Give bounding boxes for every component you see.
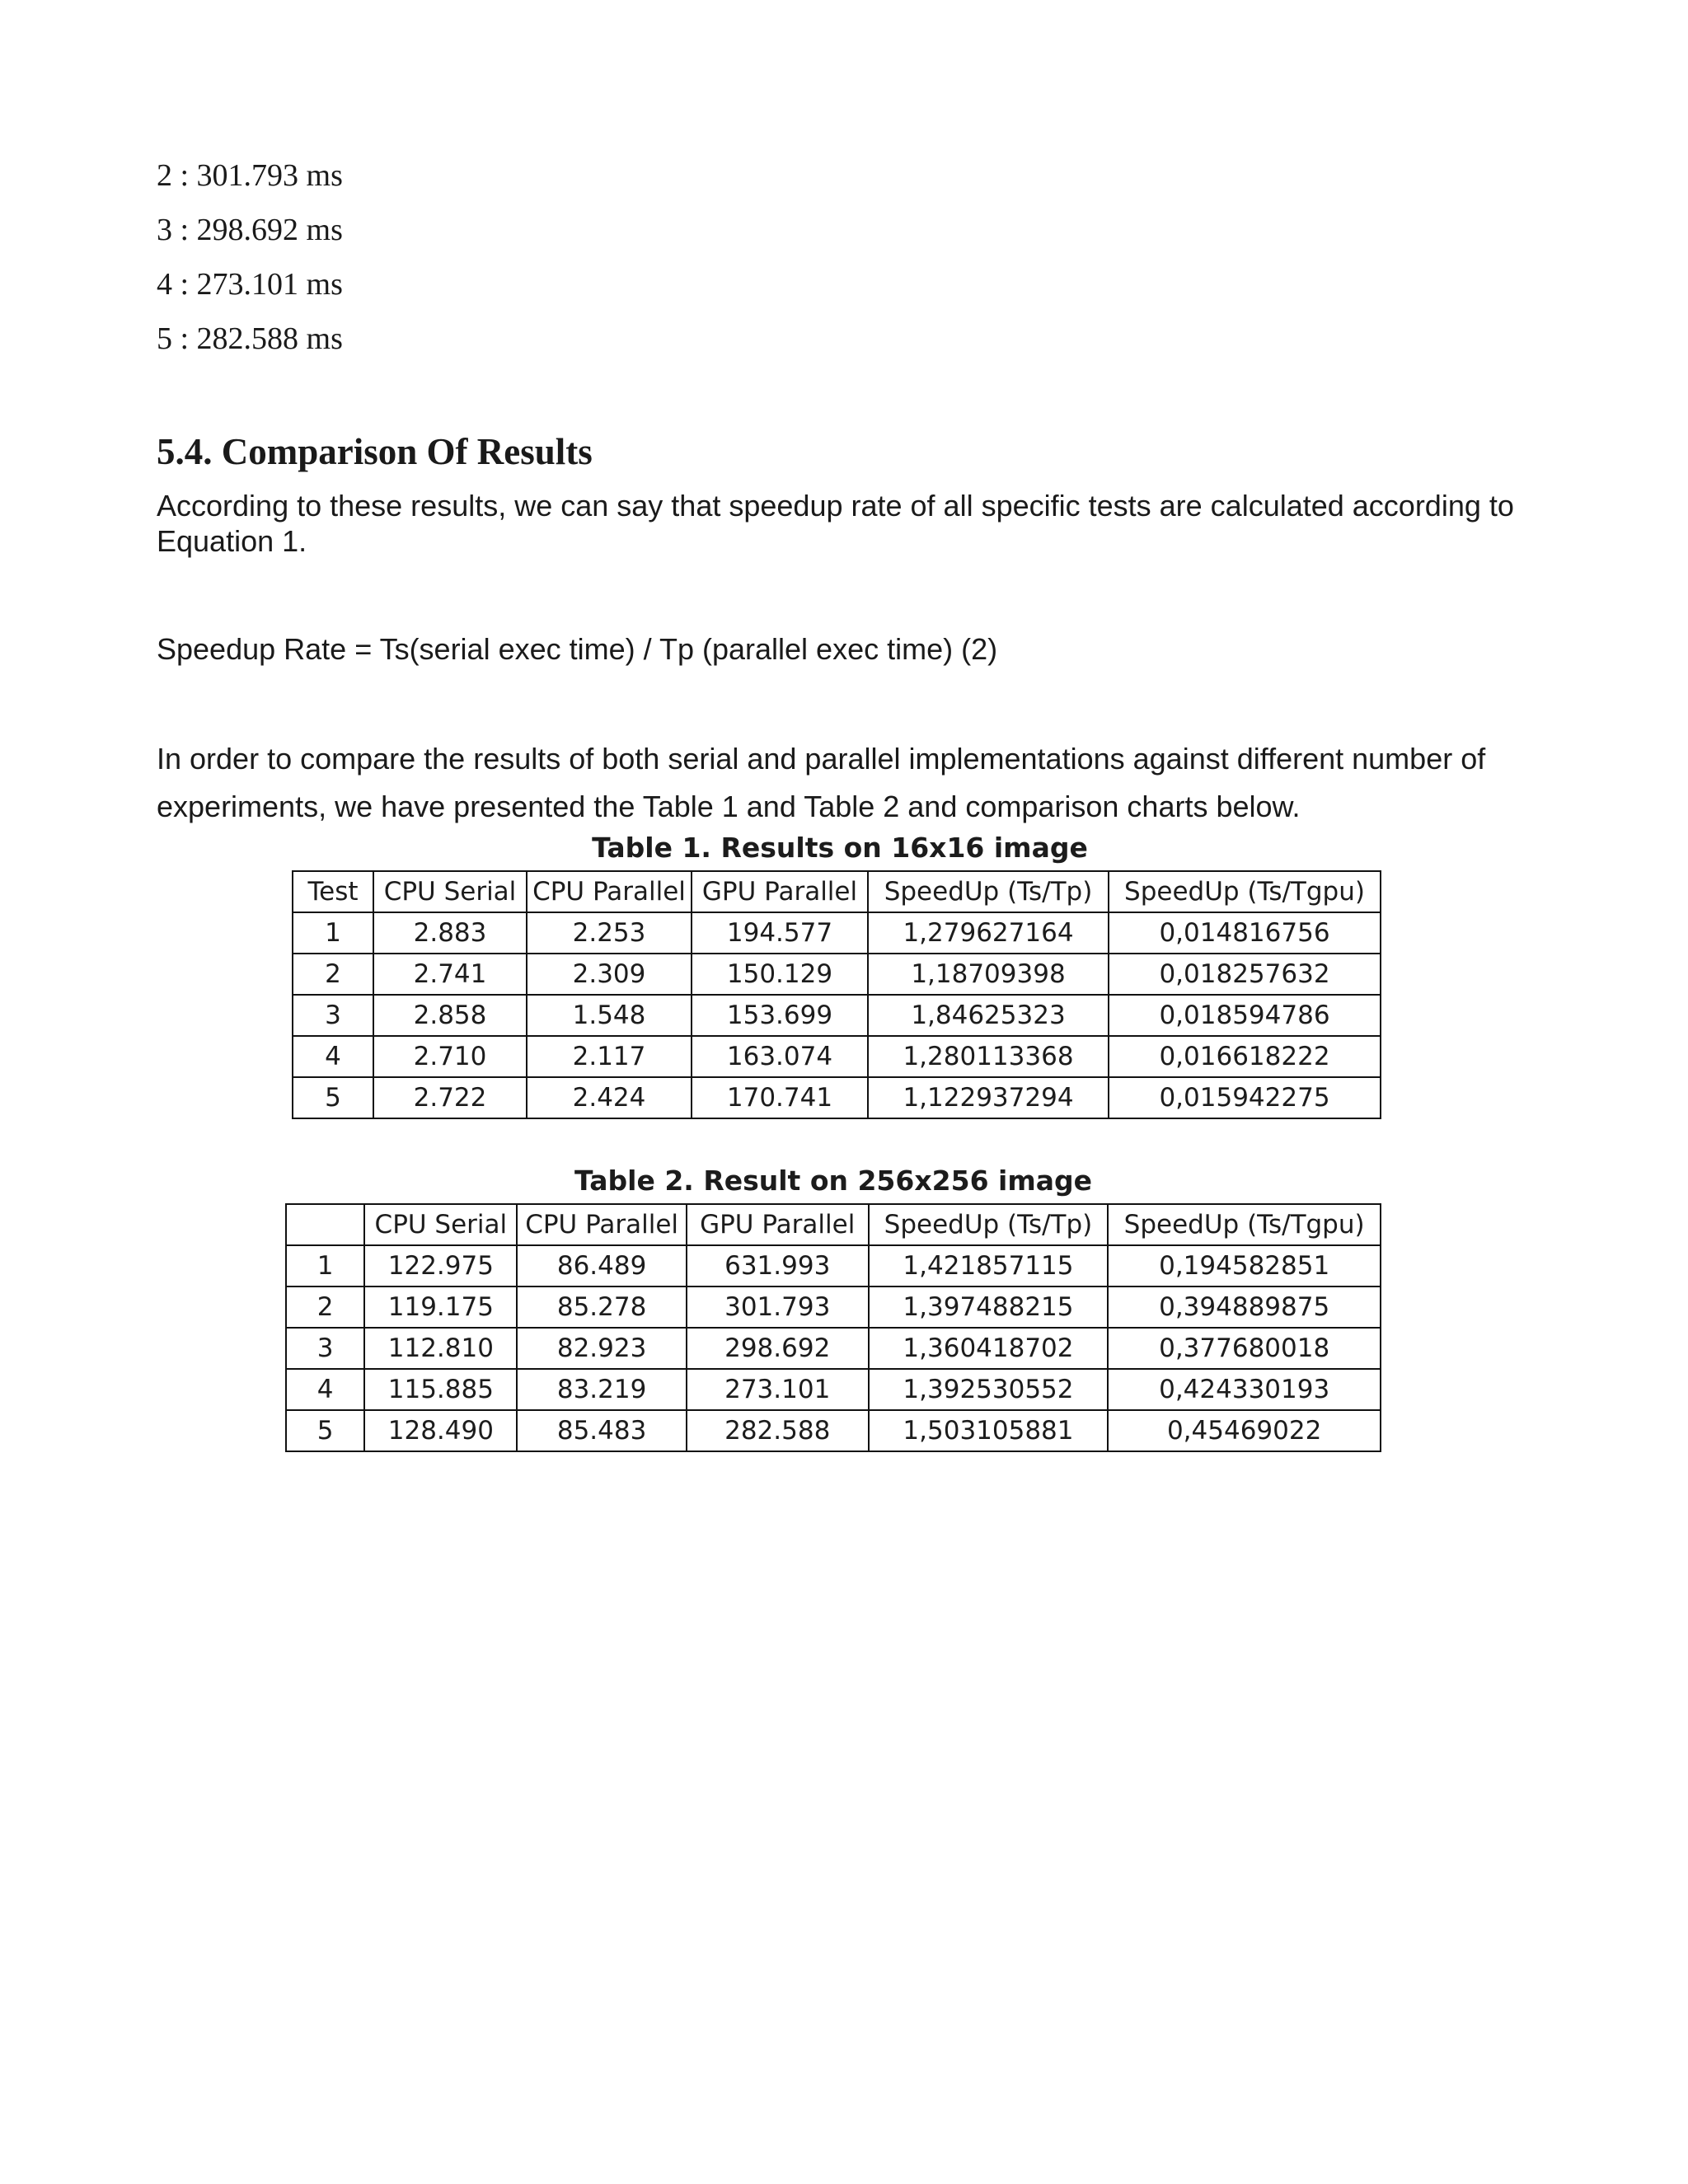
table-cell: 170.741	[692, 1077, 868, 1118]
table-cell: 1,360418702	[869, 1328, 1109, 1369]
table-cell: 0,45469022	[1108, 1410, 1381, 1451]
table-cell: 122.975	[364, 1245, 517, 1286]
table-cell: 3	[293, 995, 373, 1036]
table-cell: 1,84625323	[868, 995, 1109, 1036]
timing-line: 4 : 273.101 ms	[157, 267, 343, 302]
table-1-header-cell: SpeedUp (Ts/Tgpu)	[1109, 871, 1381, 912]
timing-list	[157, 155, 343, 373]
table-row	[286, 1286, 1381, 1328]
table-cell: 298.692	[687, 1328, 869, 1369]
table-cell: 1	[293, 912, 373, 954]
table-1-header-cell: Test	[293, 871, 373, 912]
table-cell: 3	[286, 1328, 364, 1369]
table-cell: 194.577	[692, 912, 868, 954]
table-1-header-row	[293, 871, 1381, 912]
table-cell: 273.101	[687, 1369, 869, 1410]
table-cell: 1,421857115	[869, 1245, 1109, 1286]
table-2-header-cell: CPU Serial	[364, 1204, 517, 1245]
table-cell: 2	[286, 1286, 364, 1328]
table-1-header-cell: CPU Parallel	[527, 871, 692, 912]
table-cell: 0,018594786	[1109, 995, 1381, 1036]
table-cell: 1,392530552	[869, 1369, 1109, 1410]
table-cell: 2.722	[373, 1077, 527, 1118]
intro-paragraph: According to these results, we can say that speedup rate of all specific tests are calculated according to Equation 1.	[157, 489, 1514, 558]
table-cell: 115.885	[364, 1369, 517, 1410]
table-cell: 0,015942275	[1109, 1077, 1381, 1118]
table-2-header-cell: SpeedUp (Ts/Tgpu)	[1108, 1204, 1381, 1245]
table-cell: 2.253	[527, 912, 692, 954]
table-cell: 1,18709398	[868, 954, 1109, 995]
table-cell: 2.117	[527, 1036, 692, 1077]
table-cell: 5	[286, 1410, 364, 1451]
table-cell: 153.699	[692, 995, 868, 1036]
table-cell: 1,397488215	[869, 1286, 1109, 1328]
table-1	[292, 870, 1381, 1119]
table-cell: 1,122937294	[868, 1077, 1109, 1118]
table-1-header-cell: SpeedUp (Ts/Tp)	[868, 871, 1109, 912]
table-2	[285, 1203, 1381, 1452]
table-row	[293, 995, 1381, 1036]
table-cell: 163.074	[692, 1036, 868, 1077]
table-cell: 2.883	[373, 912, 527, 954]
table-row	[286, 1410, 1381, 1451]
table-row	[293, 1036, 1381, 1077]
table-cell: 301.793	[687, 1286, 869, 1328]
table-cell: 1.548	[527, 995, 692, 1036]
table-1-header-cell: GPU Parallel	[692, 871, 868, 912]
table-cell: 0,194582851	[1108, 1245, 1381, 1286]
table-cell: 1	[286, 1245, 364, 1286]
table-cell: 85.278	[517, 1286, 686, 1328]
table-2-header-cell: GPU Parallel	[687, 1204, 869, 1245]
table-cell: 2.858	[373, 995, 527, 1036]
table-cell: 112.810	[364, 1328, 517, 1369]
speedup-equation: Speedup Rate = Ts(serial exec time) / Tp (parallel exec time) (2)	[157, 632, 998, 666]
table-row	[293, 954, 1381, 995]
table-cell: 86.489	[517, 1245, 686, 1286]
table-1-block	[292, 829, 1388, 1134]
table-1-header-cell: CPU Serial	[373, 871, 527, 912]
table-cell: 0,377680018	[1108, 1328, 1381, 1369]
table-2-header-row	[286, 1204, 1381, 1245]
table-cell: 1,280113368	[868, 1036, 1109, 1077]
table-cell: 1,279627164	[868, 912, 1109, 954]
table-2-header-cell: SpeedUp (Ts/Tp)	[869, 1204, 1109, 1245]
table-cell: 0,014816756	[1109, 912, 1381, 954]
table-cell: 282.588	[687, 1410, 869, 1451]
table-cell: 2.710	[373, 1036, 527, 1077]
table-cell: 0,424330193	[1108, 1369, 1381, 1410]
section-title: 5.4. Comparison Of Results	[157, 431, 593, 472]
table-cell: 85.483	[517, 1410, 686, 1451]
table-cell: 0,016618222	[1109, 1036, 1381, 1077]
table-row	[286, 1328, 1381, 1369]
table-cell: 1,503105881	[869, 1410, 1109, 1451]
timing-line: 5 : 282.588 ms	[157, 321, 343, 356]
table-cell: 128.490	[364, 1410, 517, 1451]
table-cell: 150.129	[692, 954, 868, 995]
table-2-block	[285, 1162, 1381, 1459]
table-cell: 0,018257632	[1109, 954, 1381, 995]
table-row	[293, 1077, 1381, 1118]
timing-line: 2 : 301.793 ms	[157, 158, 343, 193]
table-1-title: Table 1. Results on 16x16 image	[592, 832, 1088, 864]
table-cell: 82.923	[517, 1328, 686, 1369]
table-cell: 2.309	[527, 954, 692, 995]
table-2-header-cell: CPU Parallel	[517, 1204, 686, 1245]
table-cell: 5	[293, 1077, 373, 1118]
table-cell: 4	[286, 1369, 364, 1410]
table-2-header-cell	[286, 1204, 364, 1245]
table-cell: 2.741	[373, 954, 527, 995]
timing-line: 3 : 298.692 ms	[157, 213, 343, 247]
table-cell: 119.175	[364, 1286, 517, 1328]
table-row	[293, 912, 1381, 954]
table-2-title: Table 2. Result on 256x256 image	[574, 1165, 1092, 1197]
table-cell: 2	[293, 954, 373, 995]
table-cell: 0,394889875	[1108, 1286, 1381, 1328]
table-cell: 2.424	[527, 1077, 692, 1118]
table-row	[286, 1369, 1381, 1410]
table-cell: 4	[293, 1036, 373, 1077]
comparison-paragraph: In order to compare the results of both serial and parallel implementations against different number of experiments, we have presented the Table 1 and Table 2 and comparison charts below.	[157, 742, 1486, 823]
table-row	[286, 1245, 1381, 1286]
table-cell: 83.219	[517, 1369, 686, 1410]
table-cell: 631.993	[687, 1245, 869, 1286]
